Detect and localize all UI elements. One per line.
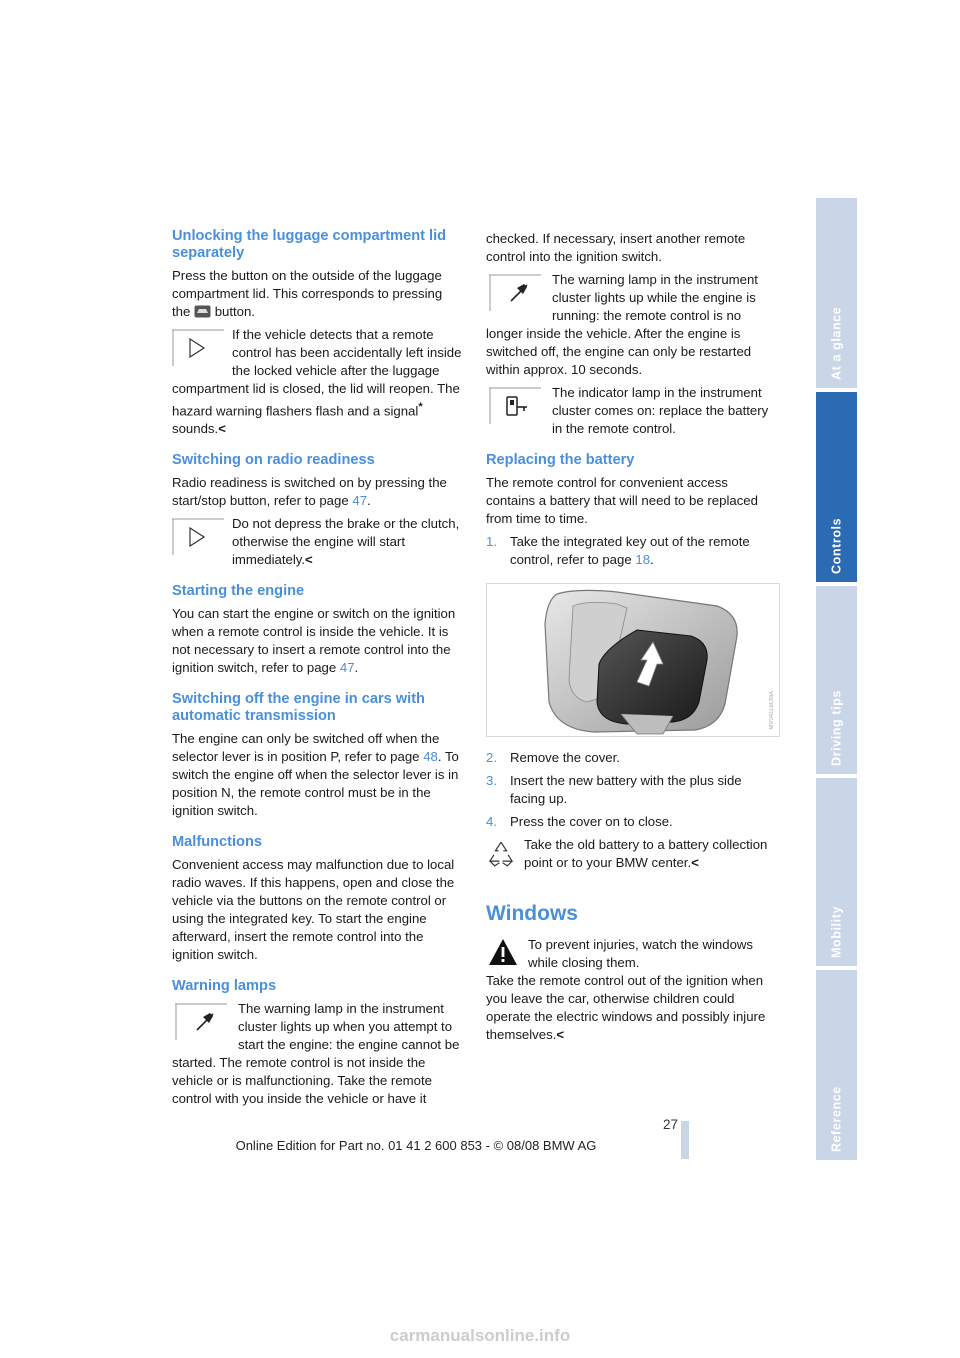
step-text: Take the integrated key out of the remote control, refer to page <box>510 534 750 567</box>
list-item <box>486 813 778 831</box>
paragraph-text: Press the button on the outside of the luggage compartment lid. This corresponds to pressing the <box>172 268 443 319</box>
paragraph-radio: Radio readiness is switched on by pressing the start/stop button, refer to page 47. <box>172 475 447 509</box>
section-title-luggage: Unlocking the luggage compartment lid separately <box>172 228 447 261</box>
section-title-switching-off: Switching off the engine in cars with automatic transmission <box>172 691 425 725</box>
key-warning-lamp-icon <box>486 274 544 312</box>
tab-controls[interactable] <box>816 392 857 582</box>
paragraph-text: The engine can only be switched off when the selector lever is in position P, refer to page <box>172 731 440 765</box>
page-link[interactable]: 48 <box>423 749 438 765</box>
note-text: Do not depress the brake or the clutch, otherwise the engine will start immediately. <box>232 516 460 568</box>
page-link[interactable]: 47 <box>339 660 355 676</box>
section-title-malfunctions: Malfunctions <box>172 834 262 851</box>
note-battery-lamp <box>486 384 778 438</box>
section-title-radio-readiness: Switching on radio readiness <box>172 452 375 469</box>
remote-battery-icon <box>486 387 544 425</box>
note-warning-lamp <box>172 1000 464 1108</box>
tab-label: At a glance <box>829 306 844 380</box>
end-mark: < <box>305 552 313 568</box>
paragraph-text: button. <box>214 304 256 319</box>
left-column <box>172 228 464 1113</box>
note-text: The warning lamp in the instrument cluster lights up while the engine is running: the remote control is no longer inside the vehicle. After the engine is switched off, the engine can only be restarted within approx. 10 seconds. <box>486 272 758 377</box>
paragraph-text: Radio readiness is switched on by pressing the start/stop button, refer to page <box>172 475 447 509</box>
paragraph-battery: The remote control for convenient access contains a battery that will need to be replaced from time to time. <box>486 475 758 526</box>
page-link[interactable]: 18 <box>635 552 651 567</box>
step-text: Press the cover on to close. <box>510 814 673 829</box>
key-warning-lamp-icon <box>172 1003 230 1041</box>
page-link[interactable]: 47 <box>352 493 368 509</box>
paragraph-text: You can start the engine or switch on the ignition when a remote control is inside the vehicle. It is not necessary to insert a remote control into the ignition switch, refer to page <box>172 606 456 676</box>
step-text: Insert the new battery with the plus side facing up. <box>510 773 742 806</box>
paragraph-switching-off <box>172 730 464 820</box>
tab-mobility[interactable] <box>816 778 857 966</box>
steps-list-b <box>486 749 778 831</box>
tab-at-a-glance[interactable] <box>816 198 857 388</box>
note-text: The warning lamp in the instrument cluster lights up when you attempt to start the engine: the engine cannot be started. The remote control is not inside the vehicle or is malfunctioning. Take the remote control with you inside the vehicle or have it <box>172 1001 460 1107</box>
optional-star: * <box>418 401 423 413</box>
section-title-warning-lamps: Warning lamps <box>172 978 277 995</box>
note-text: Take the remote control out of the ignition when you leave the car, otherwise children could operate the electric windows and possibly injure themselves. <box>486 973 766 1042</box>
note-text: The indicator lamp in the instrument cluster comes on: replace the battery in the remote control. <box>552 385 769 436</box>
note-recycle <box>486 836 778 872</box>
step-number: 4. <box>486 814 497 829</box>
trunk-button-icon <box>194 305 211 318</box>
tab-label: Driving tips <box>829 690 844 766</box>
section-title-starting-engine: Starting the engine <box>172 583 305 600</box>
note-triangle-icon <box>172 518 224 556</box>
right-column <box>486 230 778 1049</box>
chapter-tabs <box>816 198 857 1160</box>
section-title-replacing-battery: Replacing the battery <box>486 452 635 468</box>
list-item <box>486 772 778 808</box>
paragraph-malfunctions: Convenient access may malfunction due to local radio waves. If this happens, open and close the vehicle via the buttons on the remote control or using the integrated key. To start the engine afterward, insert the remote control into the ignition switch. <box>172 857 455 963</box>
paragraph-luggage <box>172 267 464 321</box>
remote-key-image <box>487 584 779 736</box>
step-text: Remove the cover. <box>510 750 620 765</box>
note-text: Take the old battery to a battery collection point or to your BMW center. <box>524 837 768 870</box>
list-item <box>486 749 778 767</box>
heading-windows: Windows <box>486 902 578 925</box>
end-mark: < <box>556 1027 565 1042</box>
list-item: 1. Take the integrated key out of the remote control, refer to page 18. <box>486 534 750 567</box>
note-text: To prevent injuries, watch the windows while closing them. <box>528 937 754 970</box>
note-text: sounds. <box>172 421 219 437</box>
tab-driving-tips[interactable] <box>816 586 857 774</box>
watermark: carmanualsonline.info <box>389 1326 571 1345</box>
tab-label: Controls <box>829 517 844 574</box>
warning-triangle-icon <box>488 938 518 966</box>
image-code: MV04116CMA <box>769 691 775 730</box>
paragraph-continued: checked. If necessary, insert another remote control into the ignition switch. <box>486 231 746 264</box>
steps-list-a <box>486 533 778 569</box>
recycle-icon <box>486 839 516 869</box>
note-text: If the vehicle detects that a remote control has been accidentally left inside the locked vehicle after the luggage compartment lid is closed, the lid will reopen. The hazard warning flashers flash and a signal <box>172 327 462 419</box>
paragraph-starting: You can start the engine or switch on the ignition when a remote control is inside the vehicle. It is not necessary to insert a remote control into the ignition switch, refer to page 47. <box>172 606 456 676</box>
note-lamp-running <box>486 271 778 379</box>
step-number: 3. <box>486 773 497 788</box>
footer <box>0 1138 960 1153</box>
footer-text: Online Edition for Part no. 01 41 2 600 853 - © 08/08 BMW AG <box>235 1138 597 1153</box>
page-number: 27 <box>662 1117 678 1132</box>
step-number: 2. <box>486 750 497 765</box>
tab-label: Mobility <box>829 905 844 958</box>
end-mark: < <box>218 421 226 437</box>
note-brake-clutch <box>172 515 464 569</box>
note-triangle-icon <box>172 329 224 367</box>
paragraph-text: . To switch the engine off when the selector lever is in position N, the remote control must be in the ignition switch. <box>172 749 459 819</box>
step-number: 1. <box>486 534 497 549</box>
end-mark: < <box>691 855 699 870</box>
note-remote-left-inside <box>172 326 464 438</box>
note-windows-warning <box>486 936 778 1044</box>
remote-control-illustration <box>486 583 780 737</box>
tab-label: Reference <box>829 1086 844 1152</box>
tab-reference[interactable] <box>816 970 857 1160</box>
